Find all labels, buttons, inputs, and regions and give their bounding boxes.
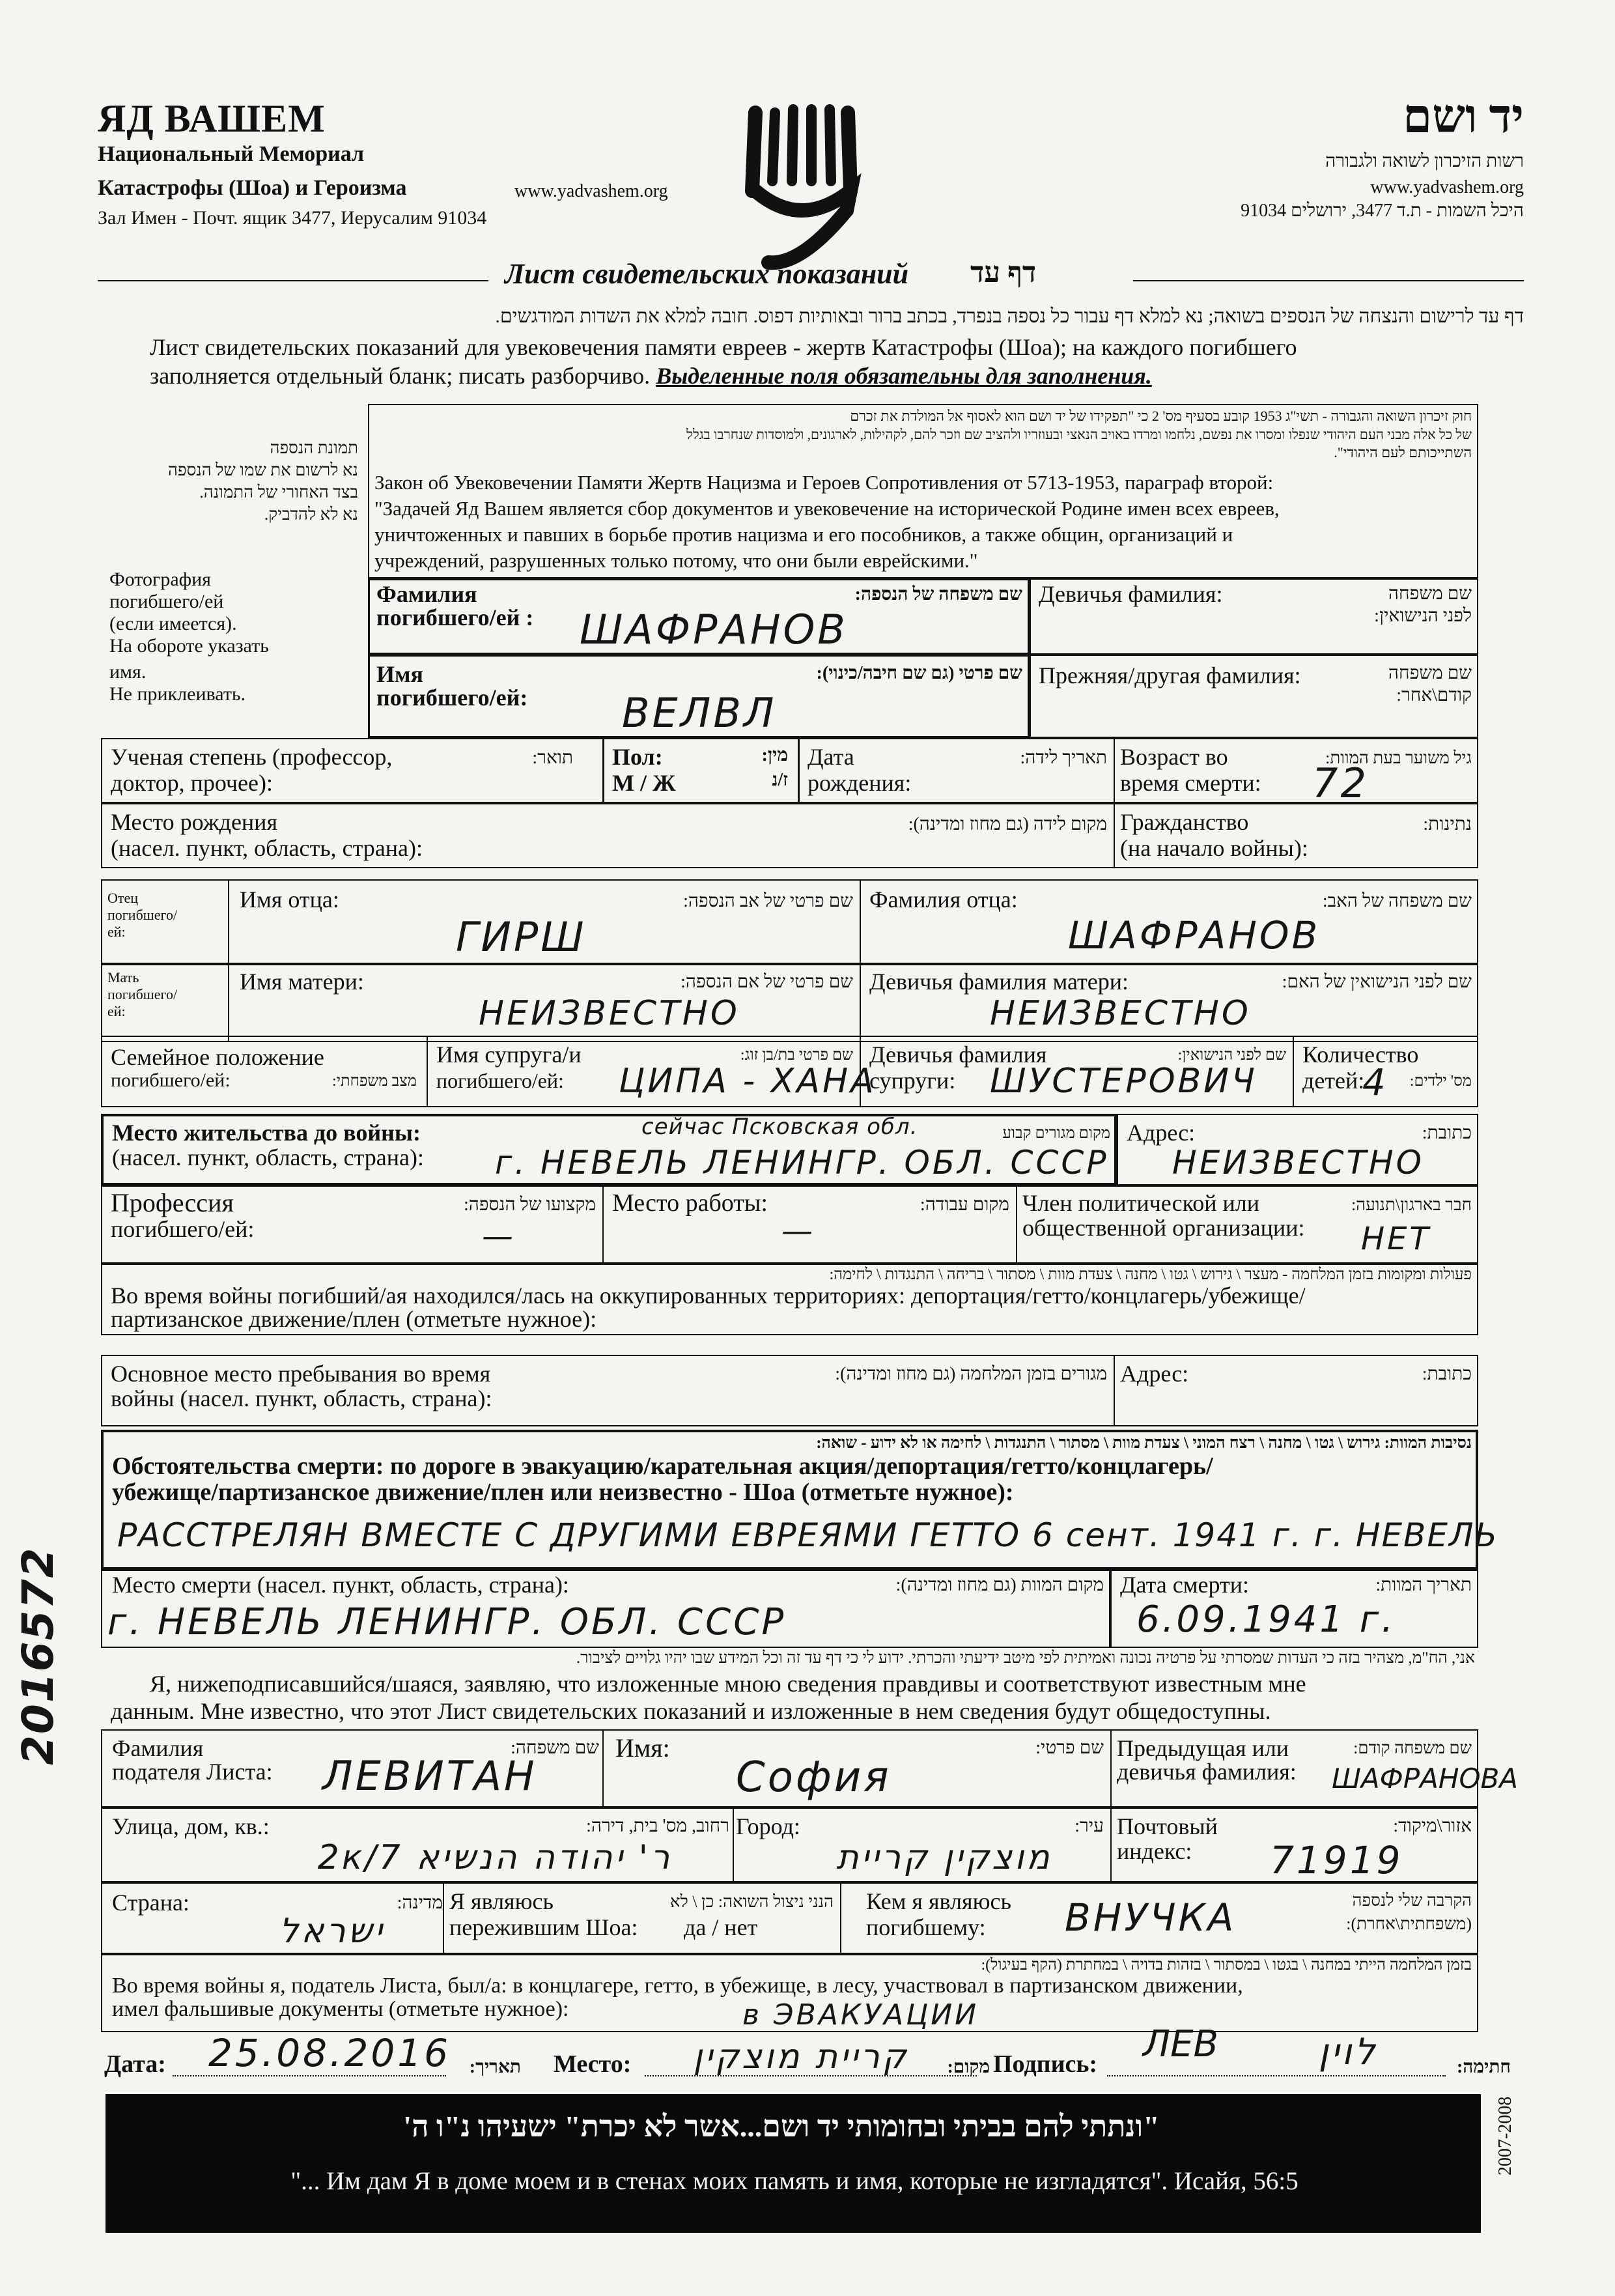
main-place-divider [1114,1355,1115,1426]
victim-surname-value: ШАФРАНОВ [580,606,848,653]
family-divider-2 [860,1036,861,1107]
title-rule-right [1133,280,1524,281]
spouse-maiden-value: ШУСТЕРОВИЧ [990,1062,1257,1101]
submitter-name-value: София [736,1753,892,1802]
relation-he-1: הקרבה שלי לנספה [1352,1891,1472,1910]
work-he: מקום עבודה: [920,1195,1009,1215]
survivor-options: да / нет [684,1914,758,1940]
children-value: 4 [1362,1062,1388,1104]
age-ru-2: время смерти: [1120,770,1261,796]
profession-value: — [482,1218,516,1254]
member-ru-1: Член политической или [1022,1190,1260,1216]
zip-ru-1: Почтовый [1117,1813,1218,1839]
country-ru: Страна: [112,1890,190,1916]
citizen-ru-1: Гражданство [1120,809,1249,835]
instructions-he: דף עד לרישום והנצחה של הנספים בשואה; נא למלא דף עבור כל נספה בנפרד, בכתב ברור ובאותיות דפוס. חובה למלא את השדות המודגשים. [495,305,1524,327]
mother-name-he: שם פרטי של אם הנספה: [681,972,853,992]
photo-ru-4: На обороте указать [109,635,269,657]
submitter-divider-2 [1110,1729,1112,1807]
submitter-prev-ru-1: Предыдущая или [1117,1735,1289,1761]
sign-line [1107,2075,1446,2076]
status-he: מצב משפחתי: [332,1073,417,1090]
authority-he: רשות הזיכרון לשואה ולגבורה [1325,151,1524,171]
children-he: מס' ילדים: [1409,1073,1472,1090]
children-ru-1: Количество [1302,1042,1419,1068]
instructions-ru-1: Лист свидетельских показаний для увековечения памяти евреев - жертв Катастрофы (Шоа); на каждого погибшего [150,334,1297,360]
mother-name-ru: Имя матери: [240,969,364,995]
mother-maiden-ru: Девичья фамилия матери: [869,969,1129,995]
surname-label-ru-2: погибшего/ей : [376,604,534,631]
photo-ru-3: (если имеется). [109,613,237,634]
other-label-he-1: שם משפחה [1388,663,1472,683]
residence-value: г. НЕВЕЛЬ ЛЕНИНГР. ОБЛ. СССР [495,1144,1109,1182]
father-divider-1 [228,879,229,964]
form-code: 2007-2008 [1495,2096,1515,2176]
member-value: НЕТ [1361,1221,1431,1257]
main-place-ru-1: Основное место пребывания во время [111,1361,491,1387]
zip-he: אזור\מיקוד: [1393,1816,1472,1836]
law-ru-4: учреждений, разрушенных только потому, что они были еврейскими." [374,549,978,572]
father-surname-he: שם משפחה של האב: [1322,891,1472,911]
age-divider [1114,738,1115,803]
city-he: עיר: [1074,1816,1104,1836]
age-ru-1: Возраст во [1120,744,1228,770]
spouse-maiden-ru-1: Девичья фамилия [869,1042,1047,1068]
submitter-wartime-he: בזמן המלחמה הייתי במחנה \ בגטו \ במסתור \ בזהות בדויה \ במחתרת (הקף בעיגול): [981,1957,1472,1974]
mother-maiden-he: שם לפני הנישואין של האם: [1282,972,1472,992]
birth-he: תאריך לידה: [1020,748,1107,768]
maiden-label-he-2: לפני הנישואין: [1374,606,1472,626]
member-ru-2: общественной организации: [1022,1215,1305,1241]
country-value: ישראל [279,1912,386,1951]
birthplace-he: מקום לידה (גם מחוז ומדינה): [908,814,1107,834]
spouse-ru-1: Имя супруга/и [436,1042,582,1068]
father-surname-ru: Фамилия отца: [869,886,1018,913]
submitter-prev-ru-2: девичья фамилия: [1117,1759,1297,1785]
address-divider-1 [733,1807,734,1882]
residence-address-ru: Адрес: [1127,1120,1196,1146]
memorial-ru-1: Национальный Мемориал [98,142,365,166]
relation-value: ВНУЧКА [1065,1895,1237,1940]
maiden-label-ru: Девичья фамилия: [1039,581,1223,607]
photo-ru-5: имя. [109,661,147,683]
sign-date-value: 25.08.2016 [208,2031,451,2075]
father-name-ru: Имя отца: [240,886,339,913]
law-he-3: השתייכותם לעם היהודי". [1334,444,1472,461]
hall-address-ru: Зал Имен - Почт. ящик 3477, Иерусалим 91034 [98,207,487,229]
street-ru: Улица, дом, кв.: [112,1813,270,1839]
title-rule-left [98,280,488,281]
death-circumstance-value: РАССТРЕЛЯН ВМЕСТЕ С ДРУГИМИ ЕВРЕЯМИ ГЕТТО 6 сент. 1941 г. г. НЕВЕЛЬ [117,1516,1498,1554]
law-ru-2: "Задачей Яд Вашем является сбор документов и увековечение на исторической Родине имен всех евреев, [374,497,1280,520]
sign-ru: Подпись: [993,2050,1098,2078]
father-name-he: שם פרטי של אב הנספה: [683,891,853,911]
form-title-he: דף עד [970,257,1037,289]
survivor-he: הנני ניצול השואה: כן \ לא [669,1892,834,1911]
spouse-maiden-ru-2: супруги: [869,1068,956,1094]
submitter-prev-he: שם משפחה קודם: [1353,1738,1472,1757]
country-divider-1 [443,1882,444,1954]
surname-label-he: שם משפחה של הנספה: [854,584,1022,604]
photo-ru-6: Не приклеивать. [109,683,246,705]
maiden-label-he-1: שם משפחה [1388,584,1472,604]
submitter-prev-value: ШАФРАНОВА [1332,1763,1519,1794]
mother-divider-2 [860,964,861,1042]
victim-firstname-value: ВЕЛВЛ [622,689,777,737]
submitter-divider-1 [602,1729,604,1807]
profession-divider-1 [602,1185,604,1264]
birthplace-ru-2: (насел. пункт, область, страна): [111,835,423,861]
father-name-value: ГИРШ [456,913,587,961]
death-place-ru: Место смерти (насел. пункт, область, страна): [112,1572,569,1598]
city-ru: Город: [736,1813,800,1839]
zip-ru-2: индекс: [1117,1838,1192,1864]
father-surname-value: ШАФРАНОВ [1068,913,1321,957]
submitter-surname-he: שם משפחה: [511,1738,599,1758]
photo-he-4: נא לא להדביק. [264,505,358,524]
spouse-he: שם פרטי בת/בן זוג: [740,1047,853,1064]
website-ru: www.yadvashem.org [514,181,668,201]
submitter-wartime-value: в ЭВАКУАЦИИ [742,1998,979,2032]
father-divider-2 [860,879,861,964]
wartime-ru-2: партизанское движение/плен (отметьте нужное): [111,1306,597,1332]
sign-place-value: קריית מוצקין [693,2037,909,2076]
law-ru-3: уничтоженных и павших в борьбе против нацизма и его пособников, а также общин, организаций и [374,523,1233,546]
father-side-1: Отец [107,890,139,906]
declaration-he: אני, הח"מ, מצהיר בזה כי העדות שמסרתי על פרטיה נכונה ואמיתית לפי מיטב ידיעתי והכרתי. ידוע לי כי דף עד זה וכל המידע שבו יהיו גלויים לציבור. [576,1649,1475,1667]
city-value: מוצקין קריית [836,1838,1052,1877]
country-he: מדינה: [397,1893,443,1913]
memorial-ru-2: Катастрофы (Шоа) и Героизма [98,176,407,200]
status-ru-1: Семейное положение [111,1044,324,1070]
death-ru-1: Обстоятельства смерти: по дороге в эвакуацию/карательная акция/депортация/гетто/концлагерь/ [112,1453,1213,1480]
residence-ru-1: Место жительства до войны: [112,1120,421,1146]
photo-he-1: תמונת הנספה [270,438,358,457]
declaration-ru-2: данным. Мне известно, что этот Лист свидетельских показаний и изложенные в нем сведения будут общедоступны. [111,1698,1271,1724]
instructions-ru-2 [150,362,1152,390]
org-title-he: יד ושם [1403,91,1524,143]
footer-quote-ru: "... Им дам Я в доме моем и в стенах моих память и имя, которые не изгладятся". Исайя, 56:5 [290,2167,1299,2195]
sign-date-ru: Дата: [104,2050,166,2078]
country-divider-2 [840,1882,841,1954]
signature-he-value: לוין [1318,2031,1378,2073]
wartime-he: פעולות ומקומות בזמן המלחמה - מעצר \ גירוש \ גטו \ מחנה \ צעדת מוות \ מסתור \ בריחה \ התנגדות \ לחימה: [829,1266,1472,1283]
main-place-address-he: כתובת: [1422,1364,1472,1384]
death-he: נסיבות המוות: גירוש \ גטו \ מחנה \ רצח המוני \ צעדת מוות \ מסתור \ התנגדות \ לחימה או לא ידוע - שואה: [816,1434,1472,1452]
death-place-value: г. НЕВЕЛЬ ЛЕНИНГР. ОБЛ. СССР [107,1601,787,1643]
wartime-ru-1: Во время войны погибший/ая находился/лась на оккупированных территориях: депортация/гетто/концлагерь/убежище/ [111,1283,1306,1309]
margin-number: 2016572 [13,1546,63,1765]
mother-side-1: Мать [107,969,139,985]
law-he-1: חוק זיכרון השואה והגבורה - תשי"ג 1953 קובע בסעיף מס' 2 כי "תפקידו של יד ושם הוא לאסוף אל המולדת את זכרם [850,408,1472,424]
submitter-wartime-ru-1: Во время войны я, податель Листа, был/а: в концлагере, гетто, в убежище, в лесу, участвовал в партизанском движении, [112,1974,1243,1998]
gender-he-2: ז/נ [772,770,788,790]
address-divider-2 [1110,1807,1112,1882]
status-ru-2: погибшего/ей: [111,1070,231,1091]
main-place-ru-2: войны (насел. пункт, область, страна): [111,1385,492,1411]
profession-he: מקצועו של הנספה: [463,1195,596,1215]
citizen-he: נתינות: [1423,814,1472,834]
first-label-ru-2: погибшего/ей: [376,685,528,711]
sign-he: חתימה: [1456,2057,1511,2077]
residence-address-value: НЕИЗВЕСТНО [1172,1144,1424,1182]
mother-side-3: ей: [107,1003,126,1019]
submitter-surname-ru-1: Фамилия [112,1735,204,1761]
instructions-ru-2-plain: заполняется отдельный бланк; писать разборчиво. [150,363,651,389]
yad-vashem-logo [729,77,873,272]
sign-place-he: מקום: [947,2057,990,2077]
sign-date-line [173,2075,446,2076]
spouse-ru-2: погибшего/ей: [436,1069,564,1092]
mother-maiden-value: НЕИЗВЕСТНО [990,994,1251,1033]
age-he: גיל משוער בעת המוות: [1325,748,1472,767]
work-value: — [781,1213,815,1249]
hall-address-he: היכל השמות - ת.ד 3477, ירושלים 91034 [1241,201,1524,221]
mother-side-2: погибшего/ [107,986,178,1002]
gender-divider-right [798,738,800,803]
age-value: 72 [1312,759,1369,807]
profession-divider-2 [1016,1185,1017,1264]
sign-date-he: תאריך: [469,2057,521,2077]
signature-value: ЛЕВ [1143,2023,1218,2065]
death-date-he: תאריך המוות: [1375,1575,1472,1595]
gender-divider-left [602,738,604,803]
gender-he-1: מין: [761,745,788,765]
photo-he-3: בצד האחורי של התמונה. [199,483,358,502]
birthplace-ru-1: Место рождения [111,809,278,835]
other-label-ru: Прежняя/другая фамилия: [1039,662,1301,688]
relation-ru-2: погибшему: [866,1914,986,1940]
death-date-ru: Дата смерти: [1120,1572,1250,1598]
spouse-value: ЦИПА - ХАНА [619,1062,877,1101]
surname-label-ru-1: Фамилия [376,581,477,607]
death-date-value: 6.09.1941 г. [1136,1598,1396,1641]
birth-ru-1: Дата [808,744,854,770]
residence-he: מקום מגורים קבוע [1002,1125,1110,1142]
photo-he-2: נא לרשום את שמו של הנספה [167,461,358,479]
first-label-ru-1: Имя [376,661,423,687]
member-he: חבר בארגון\תנועה: [1351,1195,1472,1214]
father-side-2: погибшего/ [107,907,178,923]
survivor-ru-2: пережившим Шоа: [449,1914,638,1940]
main-place-he: מגורים בזמן המלחמה (גם מחוז ומדינה): [835,1364,1107,1384]
death-ru-2: убежище/партизанское движение/плен или неизвестно - Шоа (отметьте нужное): [112,1479,1014,1506]
gender-ru: Пол: [612,744,663,770]
death-place-he: מקום המוות (גם מחוז ומדינה): [895,1575,1104,1595]
relation-ru-1: Кем я являюсь [866,1888,1011,1914]
form-title-ru: Лист свидетельских показаний [505,258,909,290]
residence-address-he: כתובת: [1422,1123,1472,1143]
main-place-address-ru: Адрес: [1120,1361,1189,1387]
footer-quote-he: "ונתתי להם בביתי ובחומותי יד ושם...אשר לא יכרת" ישעיהו נ"ו ה' [403,2110,1160,2143]
profession-ru-1: Профессия [111,1188,234,1217]
residence-ru-2: (насел. пункт, область, страна): [112,1144,425,1170]
degree-ru-2: доктор, прочее): [111,770,273,796]
submitter-name-he: שם פרטי: [1035,1738,1104,1758]
citizen-ru-2: (на начало войны): [1120,835,1308,861]
family-divider-1 [427,1036,428,1107]
declaration-ru-1: Я, нижеподписавшийся/шаяся, заявляю, что изложенные мною сведения правдивы и соответствуют известным мне [150,1671,1306,1697]
org-title-ru: ЯД ВАШЕМ [98,97,326,140]
degree-he: תואר: [532,748,573,768]
submitter-surname-ru-2: подателя Листа: [112,1759,273,1785]
submitter-surname-value: ЛЕВИТАН [322,1752,537,1800]
residence-note: сейчас Псковская обл. [641,1114,918,1140]
submitter-wartime-ru-2: имел фальшивые документы (отметьте нужное): [112,1997,569,2021]
citizen-divider [1114,803,1115,868]
mother-divider-1 [228,964,229,1042]
sign-place-ru: Место: [554,2050,632,2078]
gender-options: М / Ж [612,770,676,796]
law-he-2: של כל אלה מבני העם היהודי שנפלו ומסרו את נפשם, נלחמו ומרדו באויב הנאצי ובעוזריו ולהציב שם וזכר להם, לקהילות, לארגונים, ולמוסדות שנחרבו בגלל [686,427,1472,442]
work-ru: Место работы: [612,1189,768,1217]
children-ru-2: детей: [1302,1068,1365,1094]
photo-ru-2: погибшего/ей [109,591,224,612]
photo-ru-1: Фотография [109,569,211,590]
other-label-he-2: קודם\אחר: [1396,685,1472,705]
mother-name-value: НЕИЗВЕСТНО [479,994,740,1033]
submitter-name-ru: Имя: [615,1733,670,1763]
father-side-3: ей: [107,924,126,940]
website-he: www.yadvashem.org [1370,177,1524,197]
zip-value: 71919 [1270,1838,1403,1882]
law-ru-1: Закон об Увековечении Памяти Жертв Нацизма и Героев Сопротивления от 5713-1953, параграф второй: [374,471,1274,494]
street-he: רחוב, מס' בית, דירה: [586,1816,729,1836]
profession-ru-2: погибшего/ей: [111,1216,255,1242]
relation-he-2: (משפחתית\אחרת): [1346,1914,1472,1933]
first-label-he: שם פרטי (גם שם חיבה/כינוי): [816,663,1022,683]
street-value: ר' יהודה הנשיא 2к/7 [317,1838,673,1877]
instructions-ru-2-bold: Выделенные поля обязательны для заполнения. [656,363,1152,389]
survivor-ru-1: Я являюсь [449,1888,554,1914]
family-divider-3 [1293,1036,1294,1107]
birth-ru-2: рождения: [808,770,912,796]
spouse-maiden-he: שם לפני הנישואין: [1177,1047,1286,1064]
degree-ru-1: Ученая степень (профессор, [111,744,393,770]
